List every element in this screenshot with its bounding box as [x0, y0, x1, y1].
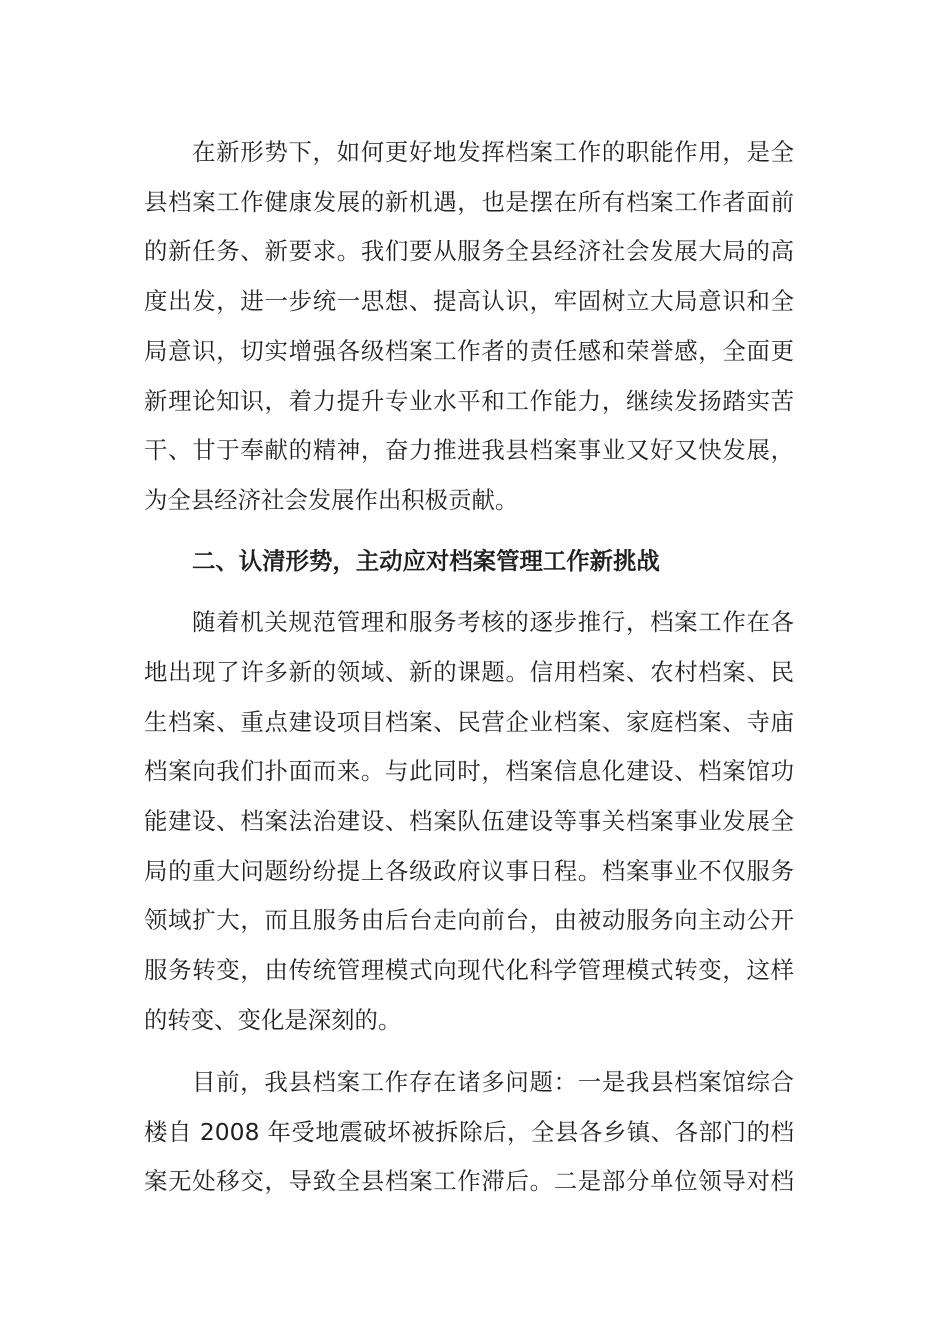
paragraph-2-line: 领域扩大，而且服务由后台走向前台，由被动服务向主动公开 [144, 906, 794, 934]
paragraph-1-line: 为全县经济社会发展作出积极贡献。 [144, 486, 519, 514]
paragraph-3-line: 案无处移交，导致全县档案工作滞后。二是部分单位领导对档 [144, 1167, 794, 1195]
paragraph-1-line: 干、甘于奉献的精神，奋力推进我县档案事业又好又快发展， [144, 436, 794, 464]
paragraph-1-line: 度出发，进一步统一思想、提高认识，牢固树立大局意识和全 [144, 287, 794, 315]
section-heading: 二、认清形势，主动应对档案管理工作新挑战 [192, 547, 660, 575]
paragraph-2-line: 生档案、重点建设项目档案、民营企业档案、家庭档案、寺庙 [144, 708, 794, 736]
paragraph-1-line: 县档案工作健康发展的新机遇，也是摆在所有档案工作者面前 [144, 188, 794, 216]
paragraph-2-line: 随着机关规范管理和服务考核的逐步推行，档案工作在各 [192, 608, 794, 636]
paragraph-2-line: 档案向我们扑面而来。与此同时，档案信息化建设、档案馆功 [144, 757, 794, 785]
paragraph-2-line: 的转变、变化是深刻的。 [144, 1006, 402, 1034]
paragraph-2-line: 能建设、档案法治建设、档案队伍建设等事关档案事业发展全 [144, 807, 794, 835]
paragraph-2-line: 局的重大问题纷纷提上各级政府议事日程。档案事业不仅服务 [144, 857, 794, 885]
paragraph-3-line: 目前，我县档案工作存在诸多问题：一是我县档案馆综合 [192, 1068, 794, 1096]
paragraph-2-line: 地出现了许多新的领域、新的课题。信用档案、农村档案、民 [144, 658, 794, 686]
paragraph-1-line: 在新形势下，如何更好地发挥档案工作的职能作用，是全 [192, 138, 794, 166]
paragraph-2-line: 服务转变，由传统管理模式向现代化科学管理模式转变，这样 [144, 956, 794, 984]
paragraph-3-line: 楼自 2008 年受地震破坏被拆除后，全县各乡镇、各部门的档 [144, 1118, 794, 1146]
paragraph-1-line: 新理论知识，着力提升专业水平和工作能力，继续发扬踏实苦 [144, 387, 794, 415]
paragraph-1-line: 局意识，切实增强各级档案工作者的责任感和荣誉感，全面更 [144, 337, 794, 365]
paragraph-1-line: 的新任务、新要求。我们要从服务全县经济社会发展大局的高 [144, 237, 794, 265]
